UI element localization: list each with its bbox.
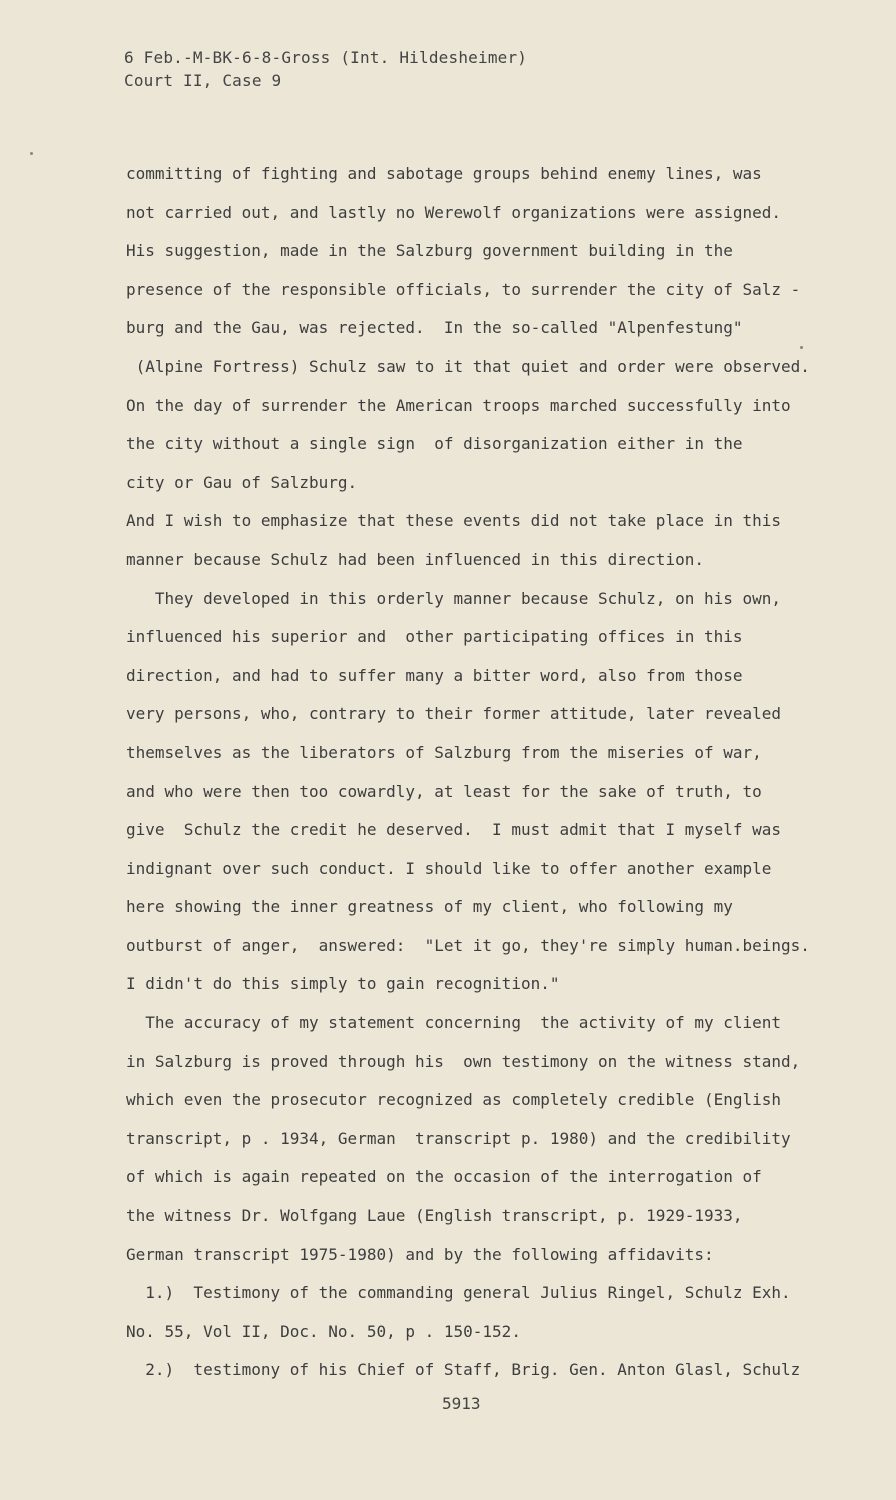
text-line: On the day of surrender the American troops marched successfully into xyxy=(126,395,791,415)
text-line: and who were then too cowardly, at least for the sake of truth, to xyxy=(126,781,762,801)
text-line: 1.) Testimony of the commanding general Julius Ringel, Schulz Exh. xyxy=(126,1283,791,1303)
text-line: very persons, who, contrary to their former attitude, later revealed xyxy=(126,704,782,724)
text-line: The accuracy of my statement concerning the activity of my client xyxy=(126,1013,782,1033)
text-line: committing of fighting and sabotage groups behind enemy lines, was xyxy=(126,164,762,183)
text-line: No. 55, Vol II, Doc. No. 50, p . 150-152. xyxy=(126,1321,521,1341)
text-line: here showing the inner greatness of my client, who following my xyxy=(126,897,733,917)
text-line: in Salzburg is proved through his own testimony on the witness stand, xyxy=(126,1051,801,1071)
text-line: influenced his superior and other participating offices in this xyxy=(126,627,743,647)
text-line: not carried out, and lastly no Werewolf organizations were assigned. xyxy=(126,202,782,222)
text-line: presence of the responsible officials, to surrender the city of Salz - xyxy=(126,279,801,299)
text-line: They developed in this orderly manner because Schulz, on his own, xyxy=(126,588,782,608)
text-line: burg and the Gau, was rejected. In the so-called "Alpenfestung" xyxy=(126,318,743,338)
text-line: themselves as the liberators of Salzburg from the miseries of war, xyxy=(126,742,762,762)
text-line: direction, and had to suffer many a bitter word, also from those xyxy=(126,665,743,685)
text-line: manner because Schulz had been influenced in this direction. xyxy=(126,549,704,569)
text-line: of which is again repeated on the occasion of the interrogation of xyxy=(126,1167,762,1187)
text-line: the witness Dr. Wolfgang Laue (English transcript, p. 1929-1933, xyxy=(126,1206,743,1226)
paper-speck xyxy=(800,346,803,349)
text-line: (Alpine Fortress) Schulz saw to it that quiet and order were observed. xyxy=(126,356,810,376)
page-number: 5913 xyxy=(442,1394,481,1413)
text-line: which even the prosecutor recognized as completely credible (English xyxy=(126,1090,782,1110)
text-line: city or Gau of Salzburg. xyxy=(126,472,358,492)
document-header xyxy=(124,46,527,92)
text-line: the city without a single sign of disorganization either in the xyxy=(126,434,743,454)
text-line: outburst of anger, answered: "Let it go, they're simply human.beings. xyxy=(126,935,810,955)
text-line: transcript, p . 1934, German transcript p. 1980) and the credibility xyxy=(126,1128,791,1148)
text-line: And I wish to emphasize that these events did not take place in this xyxy=(126,511,782,531)
text-line: His suggestion, made in the Salzburg government building in the xyxy=(126,241,733,261)
header-line-2: Court II, Case 9 xyxy=(124,71,282,90)
text-line: give Schulz the credit he deserved. I must admit that I myself was xyxy=(126,820,782,840)
header-line-1: 6 Feb.-M-BK-6-8-Gross (Int. Hildesheimer) xyxy=(124,48,528,67)
text-line: indignant over such conduct. I should like to offer another example xyxy=(126,858,772,878)
text-line: 2.) testimony of his Chief of Staff, Brig. Gen. Anton Glasl, Schulz xyxy=(126,1360,801,1380)
document-body xyxy=(126,162,826,1397)
paper-speck xyxy=(30,152,33,155)
text-line: German transcript 1975-1980) and by the following affidavits: xyxy=(126,1244,714,1264)
text-line: I didn't do this simply to gain recognition." xyxy=(126,974,560,994)
